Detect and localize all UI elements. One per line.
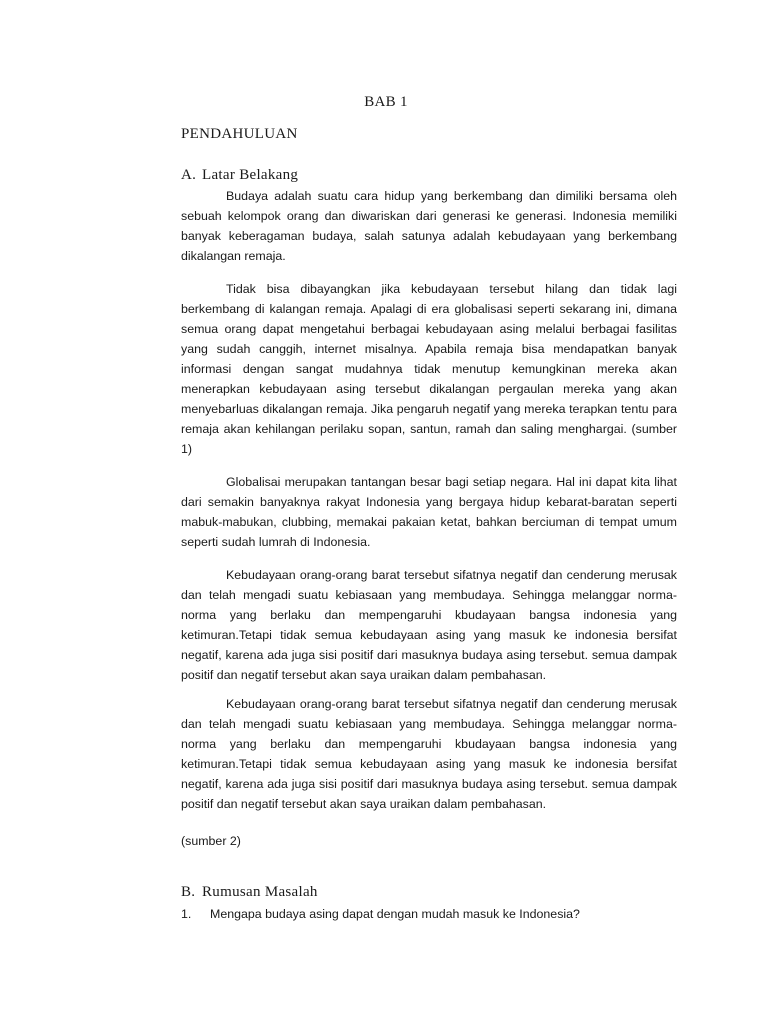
list-item: [181, 904, 677, 924]
paragraph-5: [181, 694, 677, 814]
paragraph-3: [181, 472, 677, 552]
paragraph-5-text: Kebudayaan orang-orang barat tersebut sifatnya negatif dan cenderung merusak dan telah mengadi suatu kebiasaan yang membudaya. Sehingga melanggar norma-norma yang berlaku dan mempengaruhi kbudayaan bangsa indonesia yang ketimuran.Tetapi tidak semua kebudayaan asing yang masuk ke indonesia bersifat negatif, karena ada juga sisi positif dari masuknya budaya asing tersebut. semua dampak positif dan negatif tersebut akan saya uraikan dalam pembahasan.: [181, 697, 677, 811]
section-b-title: Rumusan Masalah: [202, 884, 318, 900]
section-b-heading: [181, 884, 318, 901]
paragraph-4: [181, 565, 677, 685]
chapter-number-text: BAB 1: [364, 94, 408, 110]
list-item-number: 1.: [181, 907, 192, 921]
paragraph-3-text: Globalisai merupakan tantangan besar bagi setiap negara. Hal ini dapat kita lihat dari semakin banyaknya rakyat Indonesia yang bergaya hidup kebarat-baratan seperti mabuk-mabukan, clubbing, memakai pakaian ketat, bahkan berciuman di tempat umum seperti sudah lumrah di Indonesia.: [181, 475, 677, 549]
section-a-letter: A.: [181, 167, 197, 183]
paragraph-2-text: Tidak bisa dibayangkan jika kebudayaan tersebut hilang dan tidak lagi berkembang di kalangan remaja. Apalagi di era globalisasi seperti sekarang ini, dimana semua orang dapat mengetahui berbagai kebudayaan asing melalui berbagai fasilitas yang sudah canggih, internet misalnya. Apabila remaja bisa mendapatkan banyak informasi dengan sangat mudahnya tidak menutup kemungkinan mereka akan menerapkan kebudayaan asing tersebut dikalangan pergaulan mereka yang akan menyebarluas dikalangan remaja. Jika pengaruh negatif yang mereka terapkan tentu para remaja akan kehilangan perilaku sopan, santun, ramah dan saling menghargai. (sumber 1): [181, 282, 677, 456]
paragraph-2: [181, 279, 677, 459]
chapter-number: [0, 94, 768, 111]
paragraph-1-text: Budaya adalah suatu cara hidup yang berkembang dan dimiliki bersama oleh sebuah kelompok orang dan diwariskan dari generasi ke generasi. Indonesia memiliki banyak keberagaman budaya, salah satunya adalah kebudayaan yang berkembang dikalangan remaja.: [181, 189, 677, 263]
section-b-letter: B.: [181, 884, 196, 900]
source-note: (sumber 2): [181, 834, 241, 848]
list-item-text: Mengapa budaya asing dapat dengan mudah masuk ke Indonesia?: [210, 907, 580, 921]
section-a-title: Latar Belakang: [202, 167, 299, 183]
chapter-title: PENDAHULUAN: [181, 126, 298, 142]
paragraph-4-text: Kebudayaan orang-orang barat tersebut sifatnya negatif dan cenderung merusak dan telah mengadi suatu kebiasaan yang membudaya. Sehingga melanggar norma-norma yang berlaku dan mempengaruhi kbudayaan bangsa indonesia yang ketimuran.Tetapi tidak semua kebudayaan asing yang masuk ke indonesia bersifat negatif, karena ada juga sisi positif dari masuknya budaya asing tersebut. semua dampak positif dan negatif tersebut akan saya uraikan dalam pembahasan.: [181, 568, 677, 682]
paragraph-1: [181, 186, 677, 266]
section-a-heading: [181, 167, 298, 184]
